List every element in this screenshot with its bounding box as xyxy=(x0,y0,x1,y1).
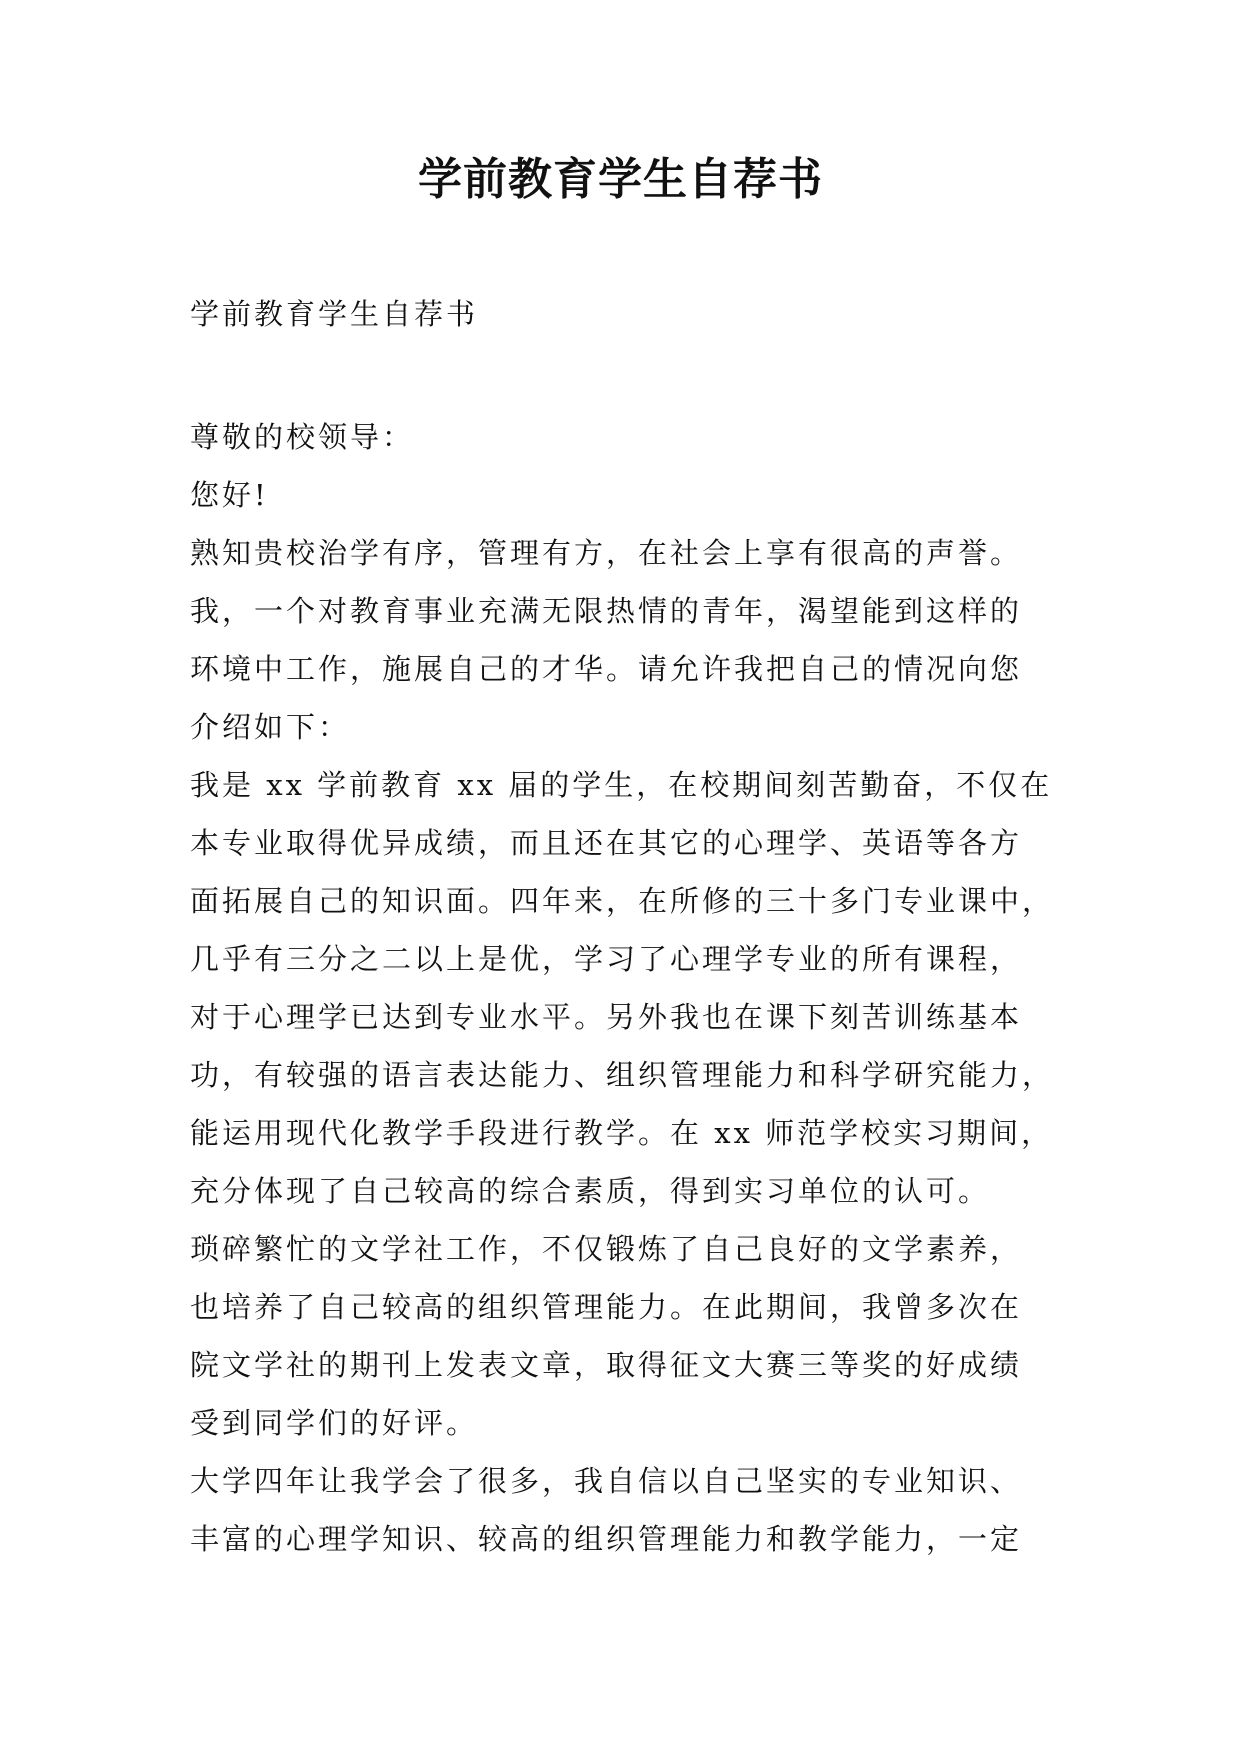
body-line: 功，有较强的语言表达能力、组织管理能力和科学研究能力， xyxy=(190,1058,1055,1092)
body-line: 大学四年让我学会了很多，我自信以自己坚实的专业知识、 xyxy=(190,1464,1023,1498)
document-subtitle: 学前教育学生自荐书 xyxy=(190,297,479,331)
body-line: 受到同学们的好评。 xyxy=(190,1406,479,1440)
document-title: 学前教育学生自荐书 xyxy=(418,154,823,205)
body-line: 能运用现代化教学手段进行教学。在 xx 师范学校实习期间， xyxy=(190,1116,1054,1150)
body-line: 几乎有三分之二以上是优，学习了心理学专业的所有课程， xyxy=(190,942,1023,976)
body-line: 我，一个对教育事业充满无限热情的青年，渴望能到这样的 xyxy=(190,594,1023,628)
body-line: 琐碎繁忙的文学社工作，不仅锻炼了自己良好的文学素养， xyxy=(190,1232,1023,1266)
body-line: 熟知贵校治学有序，管理有方，在社会上享有很高的声誉。 xyxy=(190,536,1023,570)
body-line: 对于心理学已达到专业水平。另外我也在课下刻苦训练基本 xyxy=(190,1000,1023,1034)
body-line-salutation: 尊敬的校领导： xyxy=(190,420,415,454)
body-line: 也培养了自己较高的组织管理能力。在此期间，我曾多次在 xyxy=(190,1290,1023,1324)
body-line: 院文学社的期刊上发表文章，取得征文大赛三等奖的好成绩 xyxy=(190,1348,1023,1382)
body-line: 我是 xx 学前教育 xx 届的学生，在校期间刻苦勤奋，不仅在 xyxy=(190,768,1053,802)
body-line: 丰富的心理学知识、较高的组织管理能力和教学能力，一定 xyxy=(190,1522,1023,1556)
body-line: 介绍如下： xyxy=(190,710,351,744)
body-line: 面拓展自己的知识面。四年来，在所修的三十多门专业课中， xyxy=(190,884,1055,918)
body-line: 本专业取得优异成绩，而且还在其它的心理学、英语等各方 xyxy=(190,826,1023,860)
body-line: 环境中工作，施展自己的才华。请允许我把自己的情况向您 xyxy=(190,652,1023,686)
document-body xyxy=(190,408,1070,1568)
body-line: 充分体现了自己较高的综合素质，得到实习单位的认可。 xyxy=(190,1174,991,1208)
body-line-greeting: 您好! xyxy=(190,478,269,512)
